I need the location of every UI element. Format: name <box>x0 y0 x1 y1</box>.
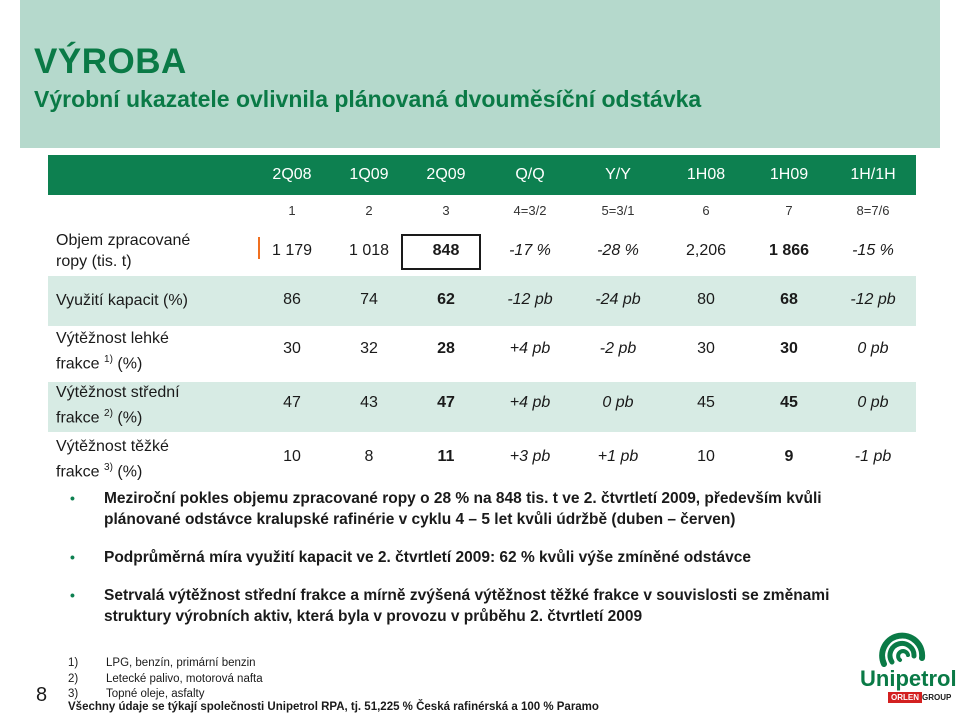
table-cell: -15 % <box>852 242 894 259</box>
table-cell: 10 <box>697 448 715 465</box>
col-note: 2 <box>365 203 373 218</box>
table-cell: -28 % <box>597 242 639 259</box>
table-cell: 2,206 <box>685 242 727 259</box>
bullet-item: • Meziroční pokles objemu zpracované ropy o 28 % na 848 tis. t ve 2. čtvrtletí 2009, především kvůli plánované odstávce kralupské rafinérie v cyklu 4 – 5 let kvůli údržbě (duben – červen) <box>70 490 822 528</box>
table-cell: 1 018 <box>348 242 390 259</box>
table-cell: 30 <box>283 340 301 357</box>
col-header: 1H08 <box>686 166 726 183</box>
table-cell: 47 <box>437 394 455 411</box>
table-cell: -12 pb <box>850 291 896 308</box>
table-cell: 8 <box>364 448 374 465</box>
row-label-middle-fraction: Výtěžnost střední frakce $^{2)}$ (%) <box>56 384 180 427</box>
group-label: GROUP <box>922 693 952 702</box>
col-header: 1H/1H <box>850 166 896 183</box>
table-cell: 0 pb <box>602 394 634 411</box>
col-note: 3 <box>442 203 450 218</box>
table-cell: 80 <box>697 291 715 308</box>
logo-wordmark: Unipetrol <box>860 666 957 691</box>
bullet-list <box>68 488 898 627</box>
table-cell: 0 pb <box>857 340 889 357</box>
table-cell: -1 pb <box>854 448 892 465</box>
table-cell: 47 <box>283 394 301 411</box>
table-cell: 30 <box>697 340 715 357</box>
col-note: 5=3/1 <box>601 203 635 218</box>
footnotes <box>68 656 263 703</box>
table-cell: +1 pb <box>597 448 639 465</box>
table-cell: 68 <box>780 291 798 308</box>
col-header: 2Q09 <box>426 166 466 183</box>
row-label-crude-volume: Objem zpracované ropy (tis. t) <box>56 232 191 270</box>
bullet-dot-icon: • <box>70 549 75 565</box>
footnote: 1) LPG, benzín, primární benzin <box>68 657 256 669</box>
table-cell: -2 pb <box>599 340 637 357</box>
table-cell: 30 <box>780 340 798 357</box>
col-header: 1H09 <box>769 166 809 183</box>
table-cell: 45 <box>697 394 715 411</box>
table-cell: -24 pb <box>595 291 641 308</box>
row-label-capacity: Využití kapacit (%) <box>56 292 188 309</box>
page-number: 8 <box>36 684 48 706</box>
table-cell: 43 <box>360 394 378 411</box>
table-cell: 848 <box>432 242 460 259</box>
page-title: VÝROBA <box>34 42 187 81</box>
table-cell: 62 <box>437 291 455 308</box>
col-note: 1 <box>288 203 296 218</box>
table-cell: 28 <box>437 340 455 357</box>
footnote: 3) Topné oleje, asfalty <box>68 688 205 700</box>
footnote: 2) Letecké palivo, motorová nafta <box>68 672 263 685</box>
table-cell: -12 pb <box>507 291 553 308</box>
bullet-item: • Setrvalá výtěžnost střední frakce a mírně zvýšená výtěžnost těžké frakce v souvislosti se změnami struktury výrobních aktiv, která byla v provozu v průběhu 2. čtvrtletí 2009 <box>70 587 830 625</box>
table-cell: +3 pb <box>509 448 551 465</box>
col-note: 8=7/6 <box>856 203 890 218</box>
table-cell: 86 <box>283 291 301 308</box>
table-cell: 10 <box>283 448 301 465</box>
col-header: 2Q08 <box>272 166 312 183</box>
col-header: Y/Y <box>605 166 631 183</box>
table-cell: 0 pb <box>857 394 889 411</box>
col-header: Q/Q <box>515 166 545 183</box>
footer-note: Všechny údaje se týkají společnosti Unipetrol RPA, tj. 51,225 % Česká rafinérská a 100 % Paramo <box>68 701 599 713</box>
col-note: 7 <box>785 203 793 218</box>
table-cell: 11 <box>437 448 455 465</box>
bullet-dot-icon: • <box>70 490 75 506</box>
orlen-badge: ORLEN <box>888 692 922 703</box>
page-subtitle: Výrobní ukazatele ovlivnila plánovaná dvouměsíční odstávka <box>34 86 702 112</box>
row-label-light-fraction: Výtěžnost lehké frakce $^{1)}$ (%) <box>56 330 169 373</box>
table-cell: +4 pb <box>509 394 551 411</box>
table-cell: 1 179 <box>271 242 313 259</box>
col-note: 4=3/2 <box>513 203 547 218</box>
table-cell: 9 <box>784 448 794 465</box>
col-header: 1Q09 <box>349 166 389 183</box>
bullet-item: • Podprůměrná míra využití kapacit ve 2. čtvrtletí 2009: 62 % kvůli výše zmíněné odstávce <box>70 549 751 566</box>
bullet-dot-icon: • <box>70 587 75 603</box>
table-cell: 45 <box>780 394 798 411</box>
table-cell: 32 <box>360 340 378 357</box>
table-cell: 74 <box>360 291 378 308</box>
table-cell: -17 % <box>509 242 551 259</box>
table-cell: 1 866 <box>768 242 810 259</box>
col-note: 6 <box>702 203 710 218</box>
table-cell: +4 pb <box>509 340 551 357</box>
row-label-heavy-fraction: Výtěžnost těžké frakce $^{3)}$ (%) <box>56 438 169 481</box>
